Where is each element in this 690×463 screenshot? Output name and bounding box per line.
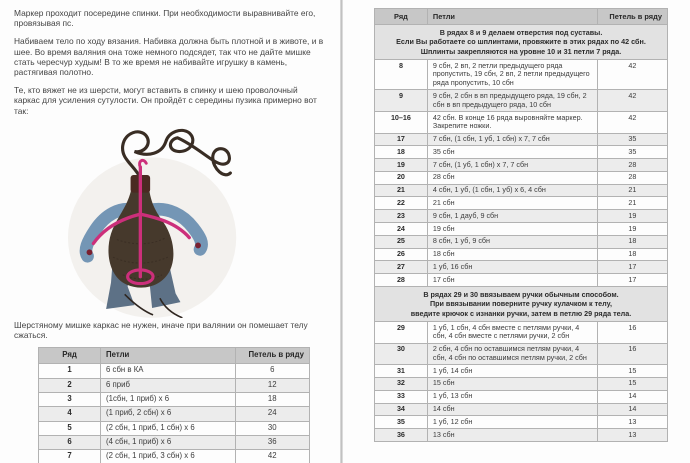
table-row: 2 6 приб 12 <box>39 378 310 392</box>
body-continue-table <box>374 8 668 442</box>
table-row: 21 4 сбн, 1 уб, (1 сбн, 1 уб) х 6, 4 сбн 21 <box>375 184 668 197</box>
header-count: Петель в ряду <box>597 9 667 25</box>
header-row: Ряд <box>375 9 428 25</box>
table-row: 20 28 сбн 28 <box>375 171 668 184</box>
right-arm-joint-mark <box>195 242 201 248</box>
note-line: введите крючок с изнанки ручки, затем в петлю 29 ряда тела. <box>410 308 632 318</box>
table-row: 18 35 сбн 35 <box>375 146 668 159</box>
table-row: 22 21 сбн 21 <box>375 197 668 210</box>
header-row: Ряд <box>39 348 101 364</box>
table-row: 4 (1 приб, 2 сбн) х 6 24 <box>39 407 310 421</box>
note-line: В рядах 8 и 9 делаем отверстия под суставы. <box>439 28 603 38</box>
table-row: 30 2 сбн, 4 сбн по оставшимся петлям ручки, 4 сбн, 4 сбн по оставшимся петлям ручки, 2 сбн 16 <box>375 343 668 365</box>
table-row: 7 (2 сбн, 1 приб, 3 сбн) х 6 42 <box>39 450 310 463</box>
table-row: 29 1 уб, 1 сбн, 4 сбн вместе с петлями ручки, 4 сбн, 4 сбн вместе с петлями ручки, 2 сбн 16 <box>375 322 668 344</box>
table-header-row <box>39 348 310 364</box>
table-row: 31 1 уб, 14 сбн 15 <box>375 365 668 378</box>
paragraph-wool-note: Шерстяному мишке каркас не нужен, иначе при валянии он помешает телу сжаться. <box>14 319 308 341</box>
table-row: 17 7 сбн, (1 сбн, 1 уб, 1 сбн) х 7, 7 сбн 35 <box>375 133 668 146</box>
table-row: 8 9 сбн, 2 вп, 2 петли предыдущего ряда пропустить, 19 сбн, 2 вп, 2 петли предыдущего ряда пропустить, 10 сбн 42 <box>375 60 668 90</box>
table-row: 9 9 сбн, 2 сбн в вп предыдущего ряда, 19 сбн, 2 сбн в вп предыдущего ряда, 10 сбн 42 <box>375 90 668 112</box>
table-row: 26 18 сбн 18 <box>375 248 668 261</box>
paragraph-stuffing: Набиваем тело по ходу вязания. Набивка должна быть плотной и в животе, и в шее. Во время валяния она тоже немного подсядет, так что не дайте мишке стать чересчур худым! В то же время не набивайте игрушку в камень, растягивая полотно. <box>14 36 324 78</box>
note-line: В рядах 29 и 30 ввязываем ручки обычным способом. <box>423 289 619 299</box>
paragraph-marker: Маркер проходит посередине спинки. При необходимости выравнивайте его, провязывая пс. <box>14 8 316 29</box>
table-row: 6 (4 сбн, 1 приб) х 6 36 <box>39 435 310 449</box>
header-stitches: Петли <box>101 348 235 364</box>
note-row-arms <box>375 286 668 321</box>
page-right <box>343 0 690 463</box>
note-row-joints <box>375 25 668 60</box>
table-row: 19 7 сбн, (1 уб, 1 сбн) х 7, 7 сбн 28 <box>375 159 668 172</box>
paragraph-wire-frame: Те, кто вяжет не из шерсти, могут вставить в спинку и шею проволочный каркас для усиления сутулости. Он пройдёт с середины пузика примерно вот так: <box>14 85 317 116</box>
table-row: 36 13 сбн 13 <box>375 429 668 442</box>
table-row: 5 (2 сбн, 1 приб, 1 сбн) х 6 30 <box>39 421 310 435</box>
table-row: 28 17 сбн 17 <box>375 274 668 287</box>
table-row: 27 1 уб, 16 сбн 17 <box>375 261 668 274</box>
note-line: Шплинты закрепляются на уровне 10 и 31 петли 7 ряда. <box>420 46 622 56</box>
table-header-row <box>375 9 668 25</box>
table-row: 25 8 сбн, 1 уб, 9 сбн 18 <box>375 235 668 248</box>
left-arm-joint-mark <box>87 249 93 255</box>
table-row: 35 1 уб, 12 сбн 13 <box>375 416 668 429</box>
table-row: 33 1 уб, 13 сбн 14 <box>375 390 668 403</box>
page-left <box>0 0 340 463</box>
table-row: 34 14 сбн 14 <box>375 403 668 416</box>
note-line: Если Вы работаете со шплинтами, провяжите в этих рядах по 42 сбн. <box>396 37 646 47</box>
header-count: Петель в ряду <box>235 348 310 364</box>
table-row: 1 6 сбн в КА 6 <box>39 364 310 378</box>
table-row: 23 9 сбн, 1 дауб, 9 сбн 19 <box>375 210 668 223</box>
note-line: При ввязывании поверните ручку кулачком к телу, <box>429 299 613 309</box>
table-row: 3 (1сбн, 1 приб) х 6 18 <box>39 392 310 406</box>
table-row: 32 15 сбн 15 <box>375 377 668 390</box>
toy-wire-frame-photo <box>66 122 291 318</box>
table-row: 24 19 сбн 19 <box>375 223 668 236</box>
body-start-table <box>38 347 310 463</box>
table-row: 10–16 42 сбн. В конце 16 ряда выровняйте маркер. Закрепите ножки. 42 <box>375 112 668 134</box>
header-stitches: Петли <box>427 9 597 25</box>
